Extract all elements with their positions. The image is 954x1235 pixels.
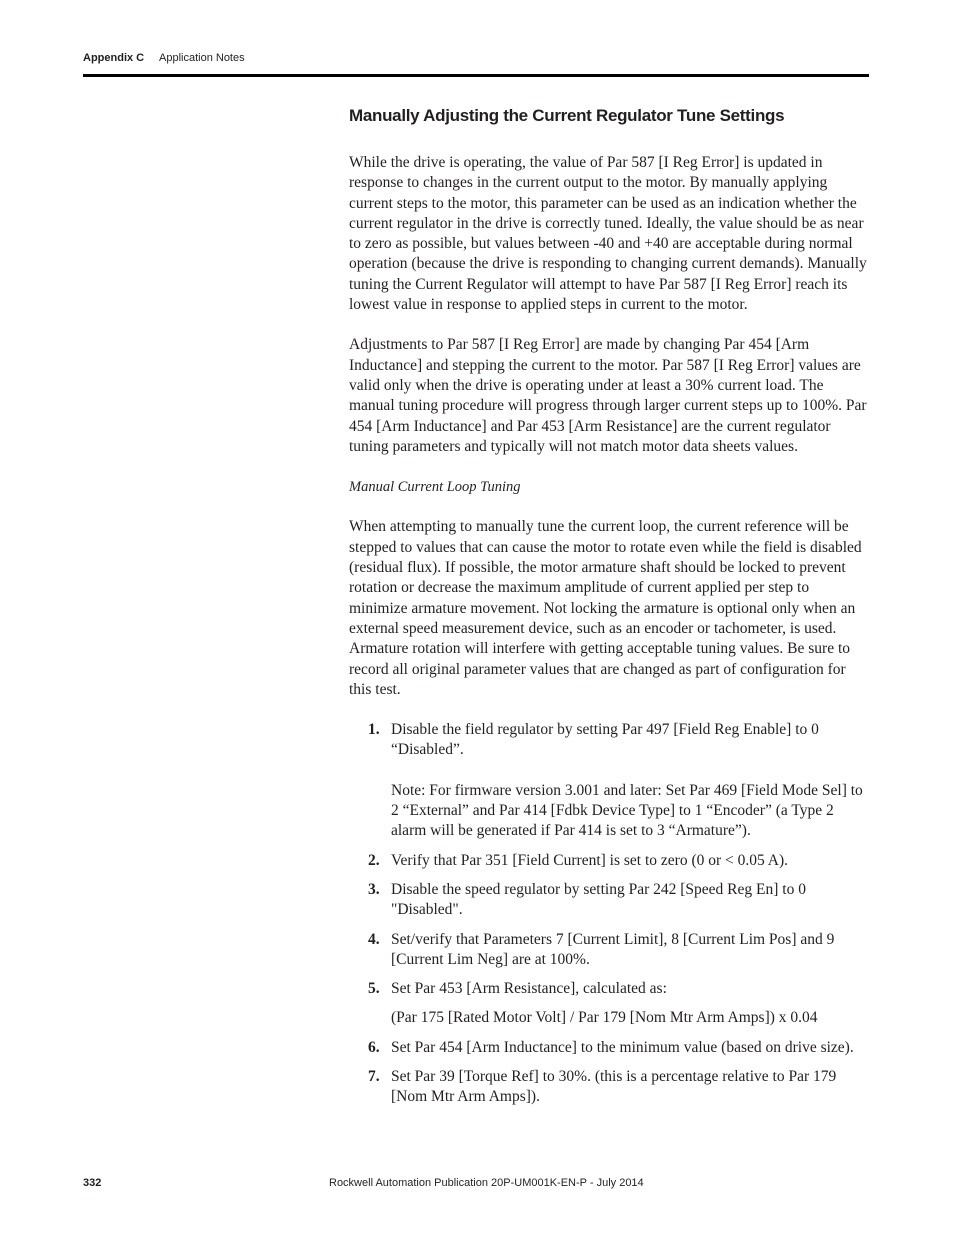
paragraph-1: While the drive is operating, the value of Par 587 [I Reg Error] is updated in response to changes in the current output to the motor. By manually applying current steps to the motor, this parameter can be used as an indication whether the current regulator in the drive is correctly tuned. Ideally, the value should be as near to zero as possible, but values between -40 and +40 are acceptable during normal operation (because the drive is responding to changing current demands). Manually tuning the Current Regulator will attempt to have Par 587 [I Reg Error] reach its lowest value in response to applied steps in current to the motor.	[349, 154, 867, 314]
step-1	[349, 720, 871, 841]
step-text: Set Par 39 [Torque Ref] to 30%. (this is a percentage relative to Par 179 [Nom Mtr Arm Amps]).	[391, 1067, 837, 1106]
page-header	[83, 52, 245, 64]
paragraph-3: When attempting to manually tune the current loop, the current reference will be stepped to values that can cause the motor to rotate even while the field is disabled (residual flux). If possible, the motor armature shaft should be locked to prevent rotation or decrease the maximum amplitude of current applied per step to minimize armature movement. Not locking the armature is optional only when an external speed measurement device, such as an encoder or tachometer, is used. Armature rotation will interfere with getting acceptable tuning values. Be sure to record all original parameter values that are changed as part of configuration for this test.	[349, 518, 862, 698]
step-6	[349, 1038, 871, 1058]
step-7	[349, 1067, 871, 1108]
step-note: Note: For firmware version 3.001 and later: Set Par 469 [Field Mode Sel] to 2 “External” and Par 414 [Fdbk Device Type] to 1 “Encoder” (a Type 2 alarm will be generated if Par 414 is set to 3 “Armature”).	[391, 781, 863, 840]
step-4	[349, 930, 871, 971]
step-number: 5.	[368, 980, 380, 998]
section-title: Manually Adjusting the Current Regulator Tune Settings	[349, 106, 785, 125]
step-number: 3.	[368, 880, 380, 898]
step-number: 4.	[368, 930, 380, 948]
step-number: 1.	[368, 721, 380, 739]
header-rule	[83, 74, 869, 77]
step-text: Set Par 453 [Arm Resistance], calculated as:	[391, 980, 667, 998]
step-text: Disable the speed regulator by setting Par 242 [Speed Reg En] to 0 "Disabled".	[391, 880, 806, 919]
step-2	[349, 851, 871, 871]
step-number: 7.	[368, 1067, 380, 1085]
main-content	[349, 104, 871, 1117]
step-text: Set/verify that Parameters 7 [Current Limit], 8 [Current Lim Pos] and 9 [Current Lim Neg] are at 100%.	[391, 930, 835, 968]
step-text: Disable the field regulator by setting Par 497 [Field Reg Enable] to 0 “Disabled”.	[391, 721, 819, 759]
step-number: 2.	[368, 851, 380, 869]
step-formula: (Par 175 [Rated Motor Volt] / Par 179 [Nom Mtr Arm Amps]) x 0.04	[391, 1009, 818, 1027]
publication-info: Rockwell Automation Publication 20P-UM001K-EN-P - July 2014	[329, 1177, 644, 1189]
procedure-steps	[349, 720, 871, 1107]
section-label: Application Notes	[159, 52, 245, 64]
step-text: Set Par 454 [Arm Inductance] to the minimum value (based on drive size).	[391, 1038, 854, 1056]
appendix-label: Appendix C	[83, 52, 145, 64]
subheading: Manual Current Loop Tuning	[349, 479, 521, 496]
step-3	[349, 880, 871, 921]
paragraph-2: Adjustments to Par 587 [I Reg Error] are made by changing Par 454 [Arm Inductance] and stepping the current to the motor. Par 587 [I Reg Error] values are valid only when the drive is operating under at least a 30% current load. The manual tuning procedure will progress through larger current steps up to 100%. Par 454 [Arm Inductance] and Par 453 [Arm Resistance] are the current regulator tuning parameters and typically will not match motor data sheets values.	[349, 336, 867, 455]
step-5	[349, 979, 871, 1029]
page-number: 332	[83, 1177, 102, 1189]
step-number: 6.	[368, 1038, 380, 1056]
step-text: Verify that Par 351 [Field Current] is set to zero (0 or < 0.05 A).	[391, 851, 789, 869]
